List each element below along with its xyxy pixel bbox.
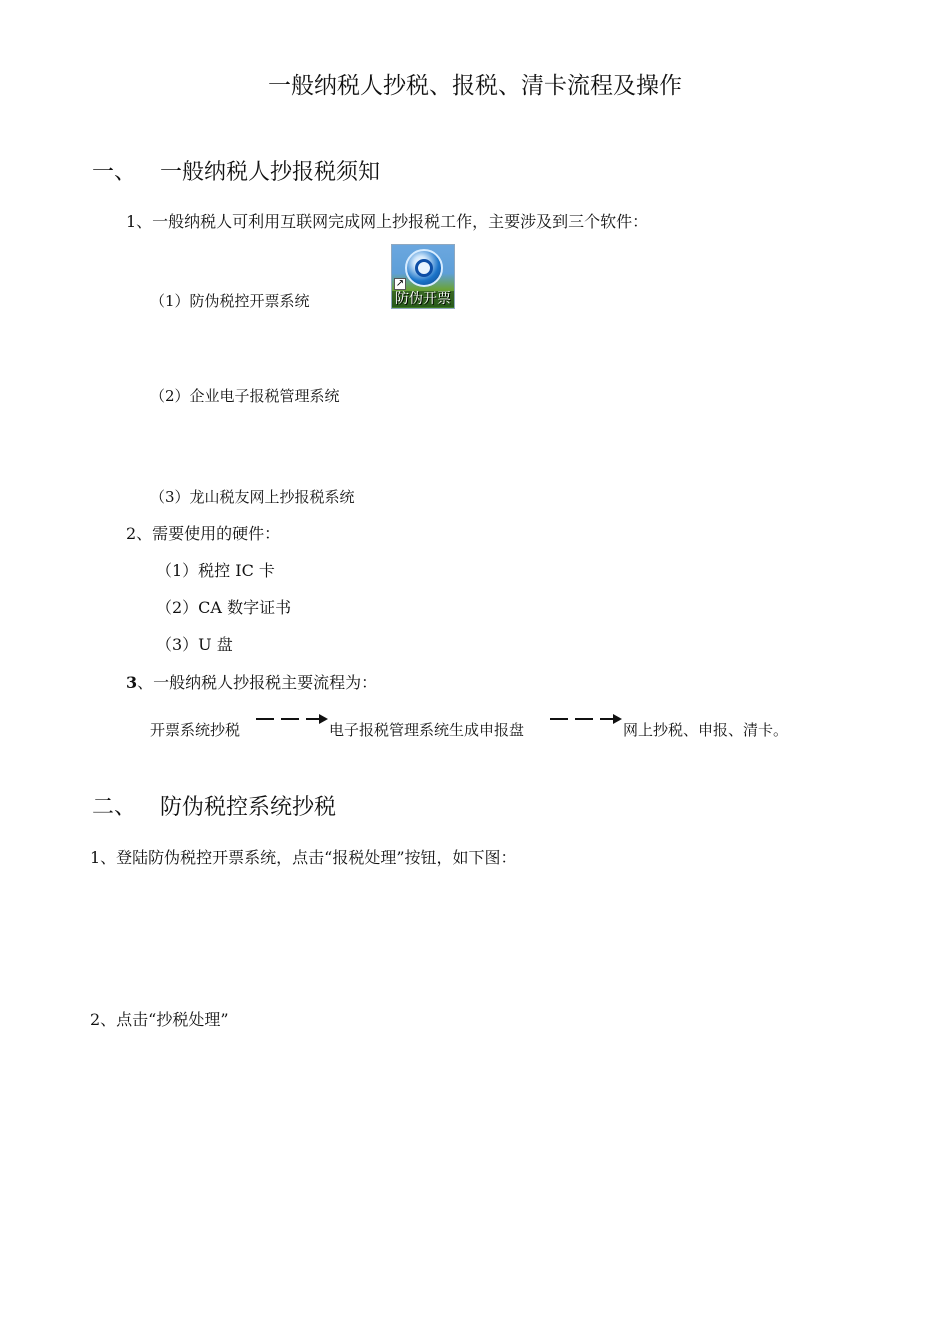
step-2-text: 2、点击“抄税处理” xyxy=(90,1010,229,1029)
flow-arrow-1 xyxy=(256,714,328,724)
item-3-text xyxy=(126,675,377,691)
section-2-title: 防伪税控系统抄税 xyxy=(160,795,337,820)
page-title: 一般纳税人抄税、报税、清卡流程及操作 xyxy=(268,73,682,99)
shortcut-arrow-icon: ↗ xyxy=(395,278,405,289)
icon-label: 防伪开票 xyxy=(392,291,454,307)
item-3-number: 3 xyxy=(126,673,138,692)
hardware-item-1: （1）税控 IC 卡 xyxy=(156,561,275,580)
flow-arrow-2 xyxy=(550,714,622,724)
flow-step-2: 电子报税管理系统生成申报盘 xyxy=(329,721,525,739)
software-item-2: （2）企业电子报税管理系统 xyxy=(150,387,340,405)
section-2-number: 二、 xyxy=(92,795,137,820)
section-1-heading xyxy=(92,162,380,184)
section-1-number: 一、 xyxy=(92,160,137,185)
hardware-item-2: （2）CA 数字证书 xyxy=(156,598,292,617)
item-2-text: 2、需要使用的硬件： xyxy=(126,524,281,543)
hardware-item-3: （3）U 盘 xyxy=(156,635,233,654)
software-item-3: （3）龙山税友网上抄报税系统 xyxy=(150,488,355,506)
section-2-heading xyxy=(92,797,336,819)
fangwei-kaipiao-icon[interactable] xyxy=(391,244,455,309)
software-item-1: （1）防伪税控开票系统 xyxy=(150,292,310,310)
item-1-text: 1、一般纳税人可利用互联网完成网上抄报税工作，主要涉及到三个软件： xyxy=(126,212,649,231)
flow-step-1: 开票系统抄税 xyxy=(150,721,241,739)
item-3-label: 、一般纳税人抄报税主要流程为： xyxy=(137,673,378,692)
ring-graphic xyxy=(415,259,433,277)
section-1-title: 一般纳税人抄报税须知 xyxy=(160,160,381,185)
flow-step-3: 网上抄税、申报、清卡。 xyxy=(623,721,789,739)
step-1-text: 1、登陆防伪税控开票系统，点击“报税处理”按钮，如下图： xyxy=(90,848,517,867)
